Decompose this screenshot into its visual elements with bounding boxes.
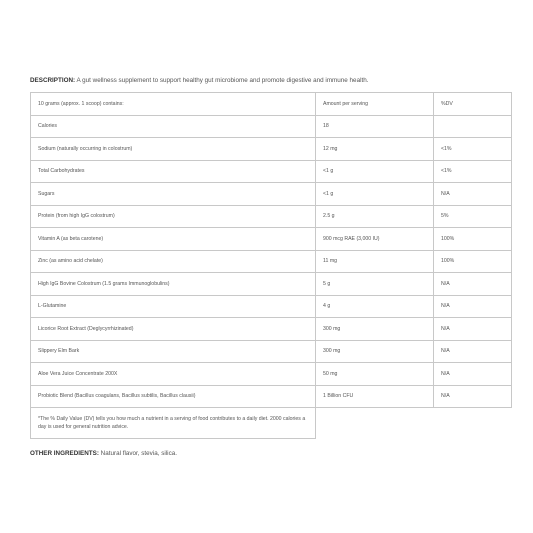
header-serving: 10 grams (approx. 1 scoop) contains: (31, 93, 316, 116)
row-name: Aloe Vera Juice Concentrate 200X (31, 363, 316, 386)
row-name: Protein (from high IgG colostrum) (31, 205, 316, 228)
description-label: DESCRIPTION: (30, 77, 76, 84)
other-ingredients-text: Natural flavor, stevia, silica. (98, 450, 177, 457)
row-amount: 11 mg (316, 250, 434, 273)
row-amount: 4 g (316, 295, 434, 318)
row-amount: <1 g (316, 183, 434, 206)
row-name: Licorice Root Extract (Deglycyrrhizinated) (31, 318, 316, 341)
table-row (31, 295, 512, 318)
row-dv (434, 115, 512, 138)
table-row (31, 363, 512, 386)
row-name: Sodium (naturally occurring in colostrum) (31, 138, 316, 161)
table-row (31, 250, 512, 273)
row-dv: N/A (434, 295, 512, 318)
table-row (31, 273, 512, 296)
description (30, 76, 510, 85)
table-row (31, 160, 512, 183)
header-amount: Amount per serving (316, 93, 434, 116)
daily-value-footnote: *The % Daily Value (DV) tells you how much a nutrient in a serving of food contributes to a daily diet. 2000 calories a day is used for general nutrition advice. (31, 408, 316, 439)
row-amount: 300 mg (316, 340, 434, 363)
row-dv: N/A (434, 385, 512, 408)
table-row (31, 115, 512, 138)
table-row (31, 138, 512, 161)
row-amount: 900 mcg RAE (3,000 IU) (316, 228, 434, 251)
table-row (31, 183, 512, 206)
table-row (31, 205, 512, 228)
footnote-spacer (316, 408, 512, 439)
row-dv: <1% (434, 138, 512, 161)
table-header-row (31, 93, 512, 116)
other-ingredients (30, 449, 177, 458)
row-amount: 5 g (316, 273, 434, 296)
row-name: Zinc (as amino acid chelate) (31, 250, 316, 273)
row-dv: 100% (434, 250, 512, 273)
table-row (31, 340, 512, 363)
row-dv: N/A (434, 363, 512, 386)
row-name: High IgG Bovine Colostrum (1.5 grams Immunoglobulins) (31, 273, 316, 296)
row-name: Calories (31, 115, 316, 138)
row-amount: 50 mg (316, 363, 434, 386)
row-dv: N/A (434, 273, 512, 296)
header-dv: %DV (434, 93, 512, 116)
row-name: Vitamin A (as beta carotene) (31, 228, 316, 251)
row-dv: 100% (434, 228, 512, 251)
row-dv: 5% (434, 205, 512, 228)
table-row (31, 228, 512, 251)
row-name: Sugars (31, 183, 316, 206)
other-ingredients-label: OTHER INGREDIENTS: (30, 450, 99, 457)
row-dv: N/A (434, 340, 512, 363)
row-name: L-Glutamine (31, 295, 316, 318)
table-row (31, 318, 512, 341)
row-amount: <1 g (316, 160, 434, 183)
table-row (31, 385, 512, 408)
row-amount: 12 mg (316, 138, 434, 161)
footnote-row (31, 408, 512, 439)
row-amount: 18 (316, 115, 434, 138)
row-name: Slippery Elm Bark (31, 340, 316, 363)
description-text: A gut wellness supplement to support healthy gut microbiome and promote digestive and immune health. (75, 77, 369, 84)
row-amount: 2.5 g (316, 205, 434, 228)
row-name: Probiotic Blend (Bacillus coagulans, Bacillus subtilis, Bacillus clausii) (31, 385, 316, 408)
row-amount: 1 Billion CFU (316, 385, 434, 408)
row-amount: 300 mg (316, 318, 434, 341)
supplement-facts-table (30, 92, 512, 439)
row-name: Total Carbohydrates (31, 160, 316, 183)
row-dv: N/A (434, 183, 512, 206)
row-dv: N/A (434, 318, 512, 341)
row-dv: <1% (434, 160, 512, 183)
